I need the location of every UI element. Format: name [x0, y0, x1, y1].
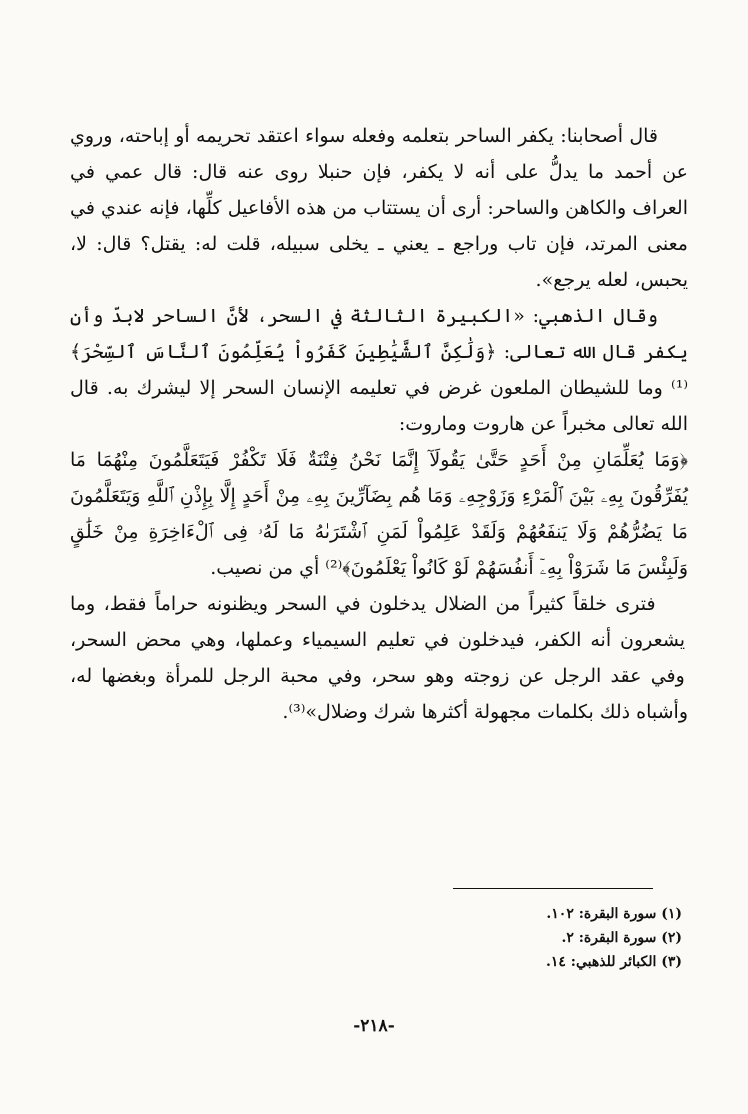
footnote-2: (٢) سورة البقرة: ٢. [561, 930, 682, 946]
text-line: قال: لا، يحبس، لعله يرجع». [70, 233, 688, 291]
footnote-1: (١) سورة البقرة: ١٠٢. [546, 906, 682, 922]
page-number: -٢١٨- [353, 1016, 395, 1036]
text-line: الله تعالى: ﴿وَلَٰكِنَّ ٱلشَّيَٰطِينَ كَفَرُواْ يُعَلِّمُونَ ٱلنَّاسَ ٱلسِّحْرَ﴾⁽¹⁾ وما للشيطان [70, 341, 688, 399]
text-line: هاروت وماروت: [398, 413, 525, 435]
text-line: يشعرون أنه الكفر، فيدخلون في تعليم السيمياء وعملها، وهي محض السحر، [70, 629, 686, 651]
quran-verse-block [70, 442, 688, 586]
verse-line: يَنفَعُهُمْ وَلَقَدْ عَلِمُواْ لَمَنِ ٱشْتَرَىٰهُ مَا لَهُۥ فِى ٱلْءَاخِرَةِ مِنْ خَلَٰقٍ وَلَبِئْسَ مَا شَرَوْاْ بِهِۦٓ أَنفُسَهُمْ لَوْ كَانُواْ [70, 521, 688, 579]
verse-line: ﴿وَمَا يُعَلِّمَانِ مِنْ أَحَدٍ حَتَّىٰ يَقُولَآ إِنَّمَا نَحْنُ فِتْنَةٌ فَلَا تَكْفُرْ فَيَتَعَلَّمُونَ مِنْهُمَا مَا يُفَرِّقُونَ [70, 449, 688, 507]
page-body [70, 118, 688, 730]
text-line: فترى خلقاً كثيراً من الضلال يدخلون في السحر ويظنونه حراماً فقط، وما [70, 593, 656, 615]
footnote-3: (٣) الكبائر للذهبي: ١٤. [545, 954, 682, 970]
verse-line: يَعْلَمُونَ﴾⁽²⁾ أي من نصيب. [210, 557, 407, 579]
paragraph-people-misguided [70, 586, 688, 730]
text-line: قال أصحابنا: يكفر الساحر بتعلمه وفعله سواء اعتقد تحريمه أو إباحته، [112, 125, 658, 147]
text-line: وقال الذهبي: «الكبيرة الثالثة في السحر، لأنَّ الساحر لابدّ وأن يكفر قال [70, 305, 688, 363]
text-line: وروي عن أحمد ما يدلُّ على أنه لا يكفر، فإن حنبلا روى عنه قال: قال عمي [70, 125, 688, 183]
paragraph-sorcerer-ruling [70, 118, 688, 298]
verse-line: بِهِۦ بَيْنَ ٱلْمَرْءِ وَزَوْجِهِۦ وَمَا هُم بِضَآرِّينَ بِهِۦ مِنْ أَحَدٍ إِلَّا بِإِذْنِ ٱللَّهِ وَيَتَعَلَّمُونَ مَا يَضُرُّهُمْ وَلَا [70, 485, 688, 543]
footnotes [262, 902, 682, 974]
text-line: عندي في معنى المرتد، فإن تاب وراجع ـ يعني ـ يخلى سبيله، قلت له: يقتل؟ [70, 197, 688, 255]
footnote-separator [453, 888, 653, 889]
text-line: في العراف والكاهن والساحر: أرى أن يستتاب من هذه الأفاعيل كلِّها، فإنه [70, 161, 688, 219]
text-line: وأشباه ذلك بكلمات مجهولة أكثرها شرك وضلال»⁽³⁾. [282, 701, 688, 723]
text-line: وفي عقد الرجل عن زوجته وهو سحر، وفي محبة الرجل للمرأة وبغضها له، [70, 665, 685, 687]
text-line: الملعون غرض في تعليمه الإنسان السحر إلا ليشرك به. قال الله تعالى مخبراً عن [70, 377, 688, 435]
paragraph-dhahabi-quote [70, 298, 688, 442]
